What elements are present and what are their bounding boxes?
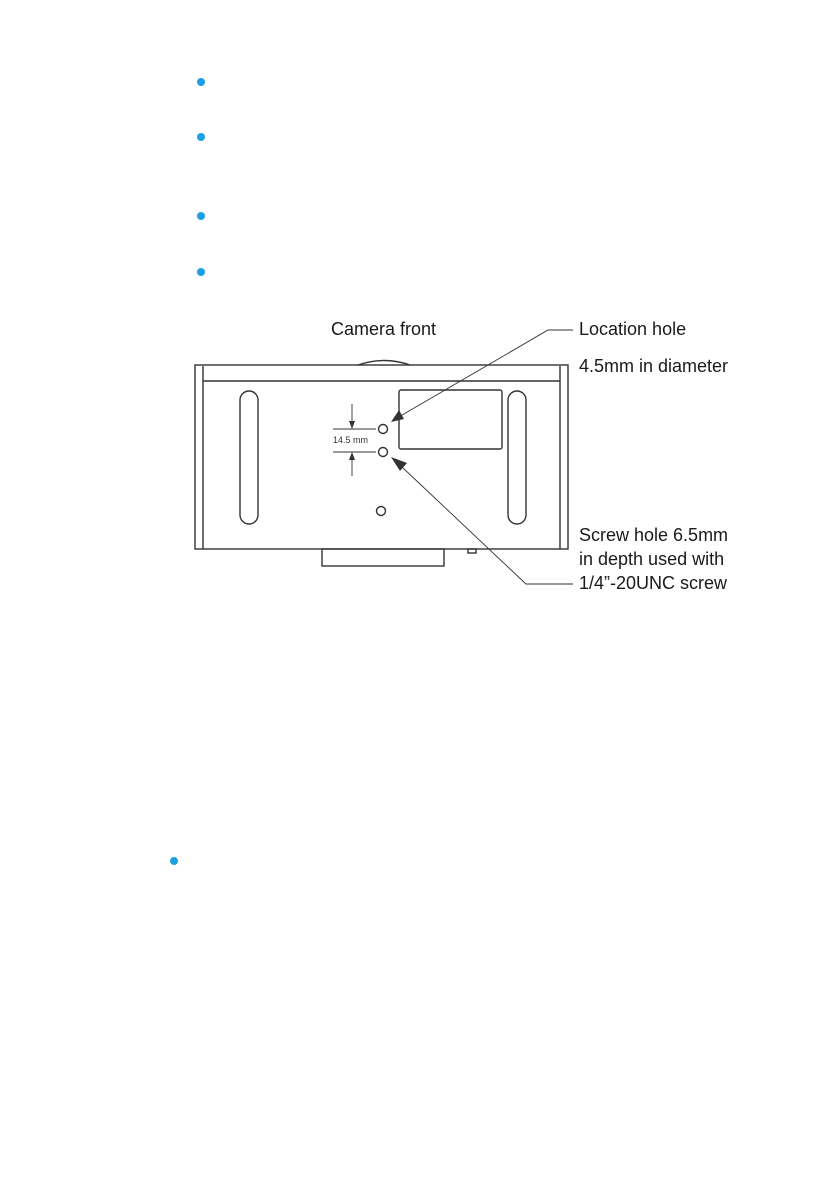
location-hole-arrowhead — [391, 410, 404, 422]
screw-hole-line-1: Screw hole 6.5mm — [579, 525, 729, 545]
left-slot — [240, 391, 258, 524]
screw-hole-line-2: in depth used with — [579, 549, 725, 569]
camera-base-plate — [322, 549, 444, 566]
right-slot — [508, 391, 526, 524]
label-plate — [399, 390, 502, 449]
screw-hole-line-3: 1/4”-20UNC screw — [579, 573, 728, 593]
spacing-dimension-label: 14.5 mm — [333, 435, 369, 445]
location-hole — [379, 425, 388, 434]
location-hole-title: Location hole — [579, 319, 687, 339]
screw-hole — [379, 448, 388, 457]
camera-front-label: Camera front — [331, 319, 437, 339]
camera-connector — [468, 549, 476, 553]
bottom-hole — [377, 507, 386, 516]
location-hole-detail: 4.5mm in diameter — [579, 356, 729, 376]
location-hole-leader — [397, 330, 573, 418]
